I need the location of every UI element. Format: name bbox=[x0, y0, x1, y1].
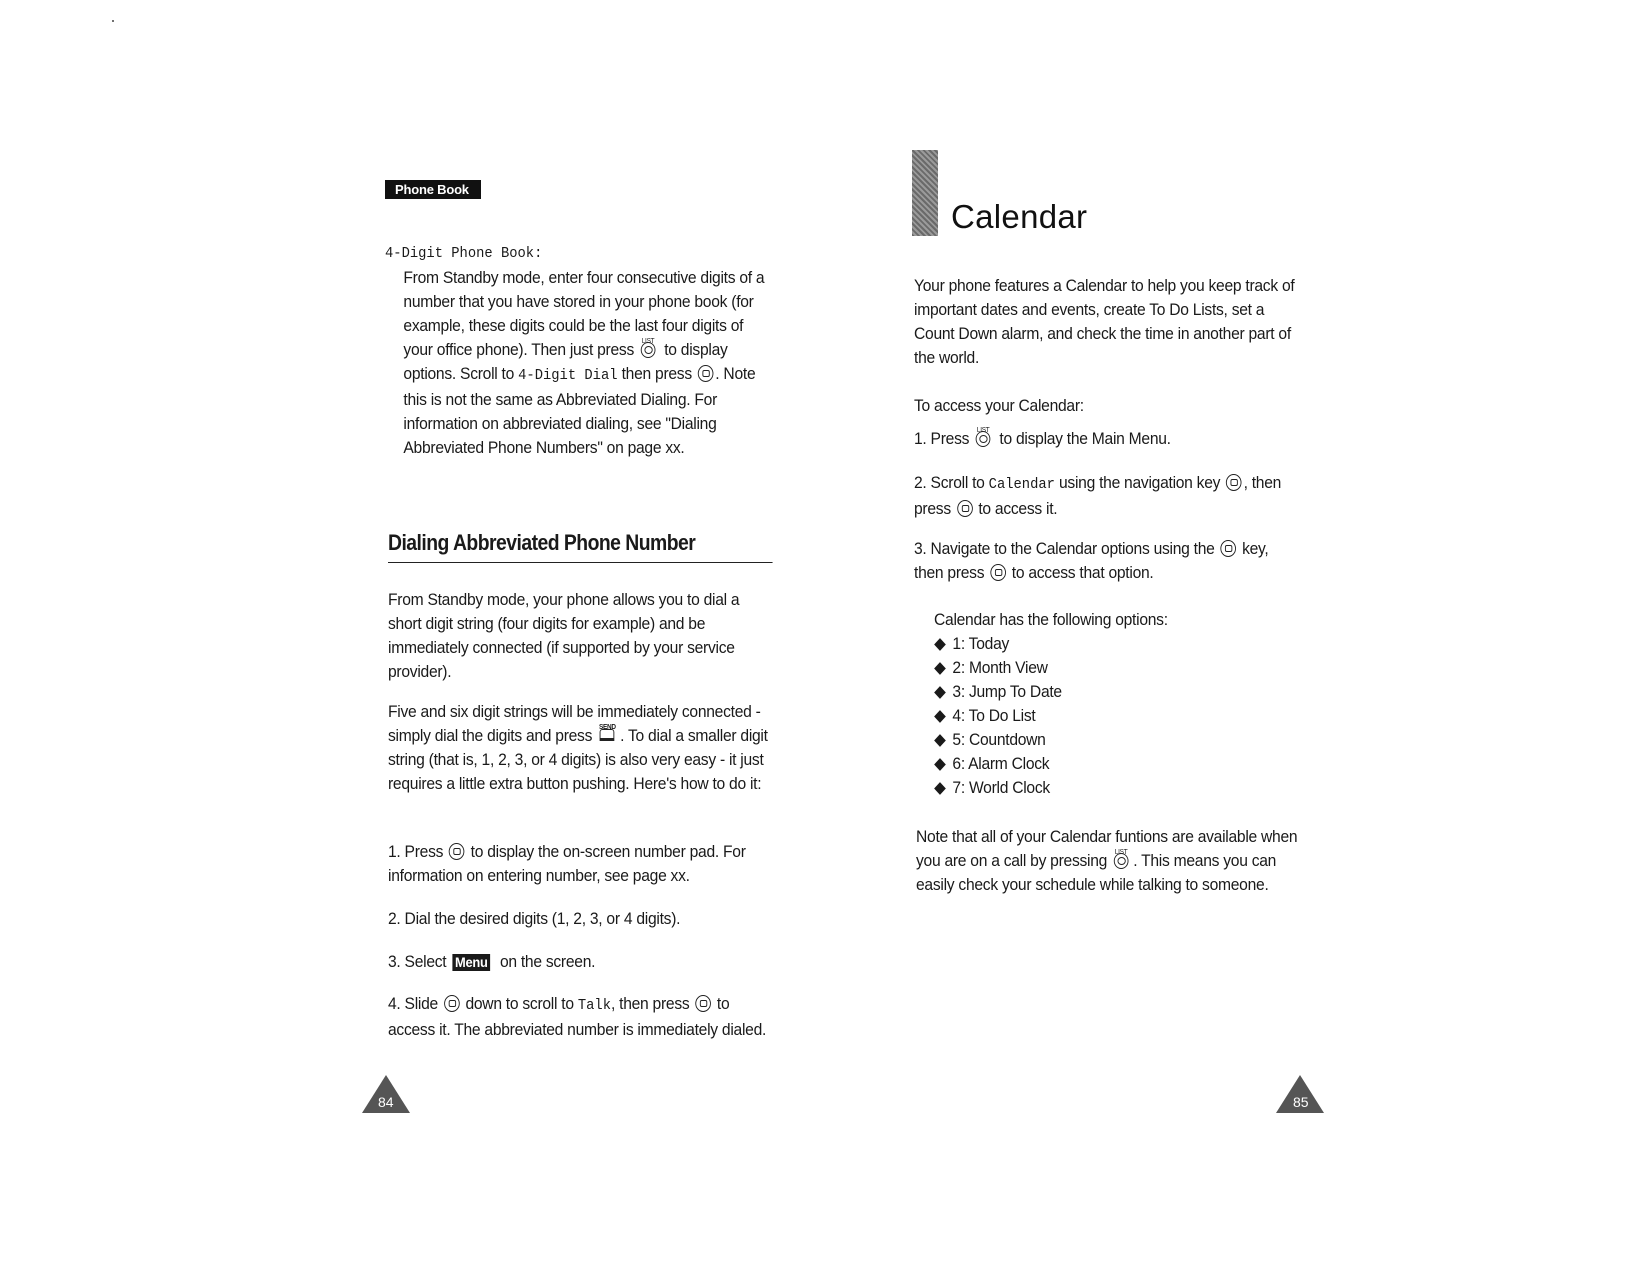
nav-key-icon bbox=[444, 995, 460, 1012]
abbrev-step-4: 4. Slide down to scroll to Talk, then press to access it. The abbreviated number is immediately dialed. bbox=[388, 994, 767, 1039]
nav-key-icon bbox=[1226, 474, 1242, 491]
list-key-icon: LIST bbox=[640, 339, 658, 359]
nav-key-icon bbox=[1221, 540, 1237, 557]
four-digit-section bbox=[385, 240, 771, 460]
calendar-step-3: 3. Navigate to the Calendar options using the key, then press to access that option. bbox=[914, 539, 1269, 582]
calendar-options bbox=[934, 608, 1302, 800]
list-item: 3: Jump To Date bbox=[934, 680, 1302, 704]
abbrev-step-1: 1. Press to display the on-screen number pad. For information on entering number, see page xx. bbox=[388, 842, 746, 885]
options-label: Calendar has the following options: bbox=[934, 610, 1168, 629]
options-list bbox=[934, 632, 1302, 800]
list-item: 1: Today bbox=[934, 632, 1302, 656]
abbrev-para-2: Five and six digit strings will be immediately connected - simply dial the digits and press SEND . To dial a smaller digit string (that is, 1, 2, 3, or 4 digits) is also very easy - it just requires a little extra button pushing. Here's how to do it: bbox=[388, 702, 768, 793]
menu-softkey: Menu bbox=[452, 954, 490, 971]
page-title: Calendar bbox=[951, 198, 1088, 235]
four-digit-heading: 4-Digit Phone Book: bbox=[385, 245, 543, 262]
calendar-access-label: To access your Calendar: bbox=[914, 396, 1084, 415]
ok-key-icon bbox=[695, 995, 711, 1012]
list-key-icon: LIST bbox=[975, 428, 993, 448]
ok-key-icon bbox=[957, 500, 973, 517]
abbrev-step-3: 3. Select Menu on the screen. bbox=[388, 952, 596, 971]
four-digit-body: From Standby mode, enter four consecutive digits of a number that you have stored in your phone book (for example, these digits could be the last four digits of your office phone). Then just press LIST to display options. Scroll to 4-Digit Dial then press . Note this is not the same as Abbreviated Dialing. For information on abbreviated dialing, see "Dialing Abbreviated Phone Numbers" on page xx. bbox=[403, 268, 765, 457]
section-heading-abbreviated: Dialing Abbreviated Phone Number bbox=[388, 530, 773, 563]
list-key-icon: LIST bbox=[1113, 850, 1131, 870]
stray-dot bbox=[112, 20, 114, 22]
list-item: 2: Month View bbox=[934, 656, 1302, 680]
calendar-step-1: 1. Press LIST to display the Main Menu. bbox=[914, 427, 1171, 448]
calendar-title-bar bbox=[912, 150, 938, 236]
abbrev-step-2: 2. Dial the desired digits (1, 2, 3, or 4 digits). bbox=[388, 909, 681, 928]
calendar-intro: Your phone features a Calendar to help you keep track of important dates and events, create To Do Lists, set a Count Down alarm, and check the time in another part of the world. bbox=[914, 276, 1295, 367]
list-item: 4: To Do List bbox=[934, 704, 1302, 728]
page-number-left: 84 bbox=[378, 1094, 394, 1110]
section-tab: Phone Book bbox=[385, 180, 481, 199]
list-item: 7: World Clock bbox=[934, 776, 1302, 800]
list-item: 5: Countdown bbox=[934, 728, 1302, 752]
list-item: 6: Alarm Clock bbox=[934, 752, 1302, 776]
abbrev-para-1: From Standby mode, your phone allows you to dial a short digit string (four digits for example) and be immediately connected (if supported by your service provider). bbox=[388, 590, 740, 681]
ok-key-icon bbox=[990, 564, 1006, 581]
calendar-note: Note that all of your Calendar funtions are available when you are on a call by pressing LIST . This means you can easily check your schedule while talking to someone. bbox=[916, 827, 1298, 894]
send-key-icon: SEND bbox=[598, 725, 618, 745]
page-number-right: 85 bbox=[1293, 1094, 1309, 1110]
ok-key-icon bbox=[449, 843, 465, 860]
ok-key-icon bbox=[698, 365, 714, 382]
calendar-step-2: 2. Scroll to Calendar using the navigation key , then press to access it. bbox=[914, 473, 1282, 518]
